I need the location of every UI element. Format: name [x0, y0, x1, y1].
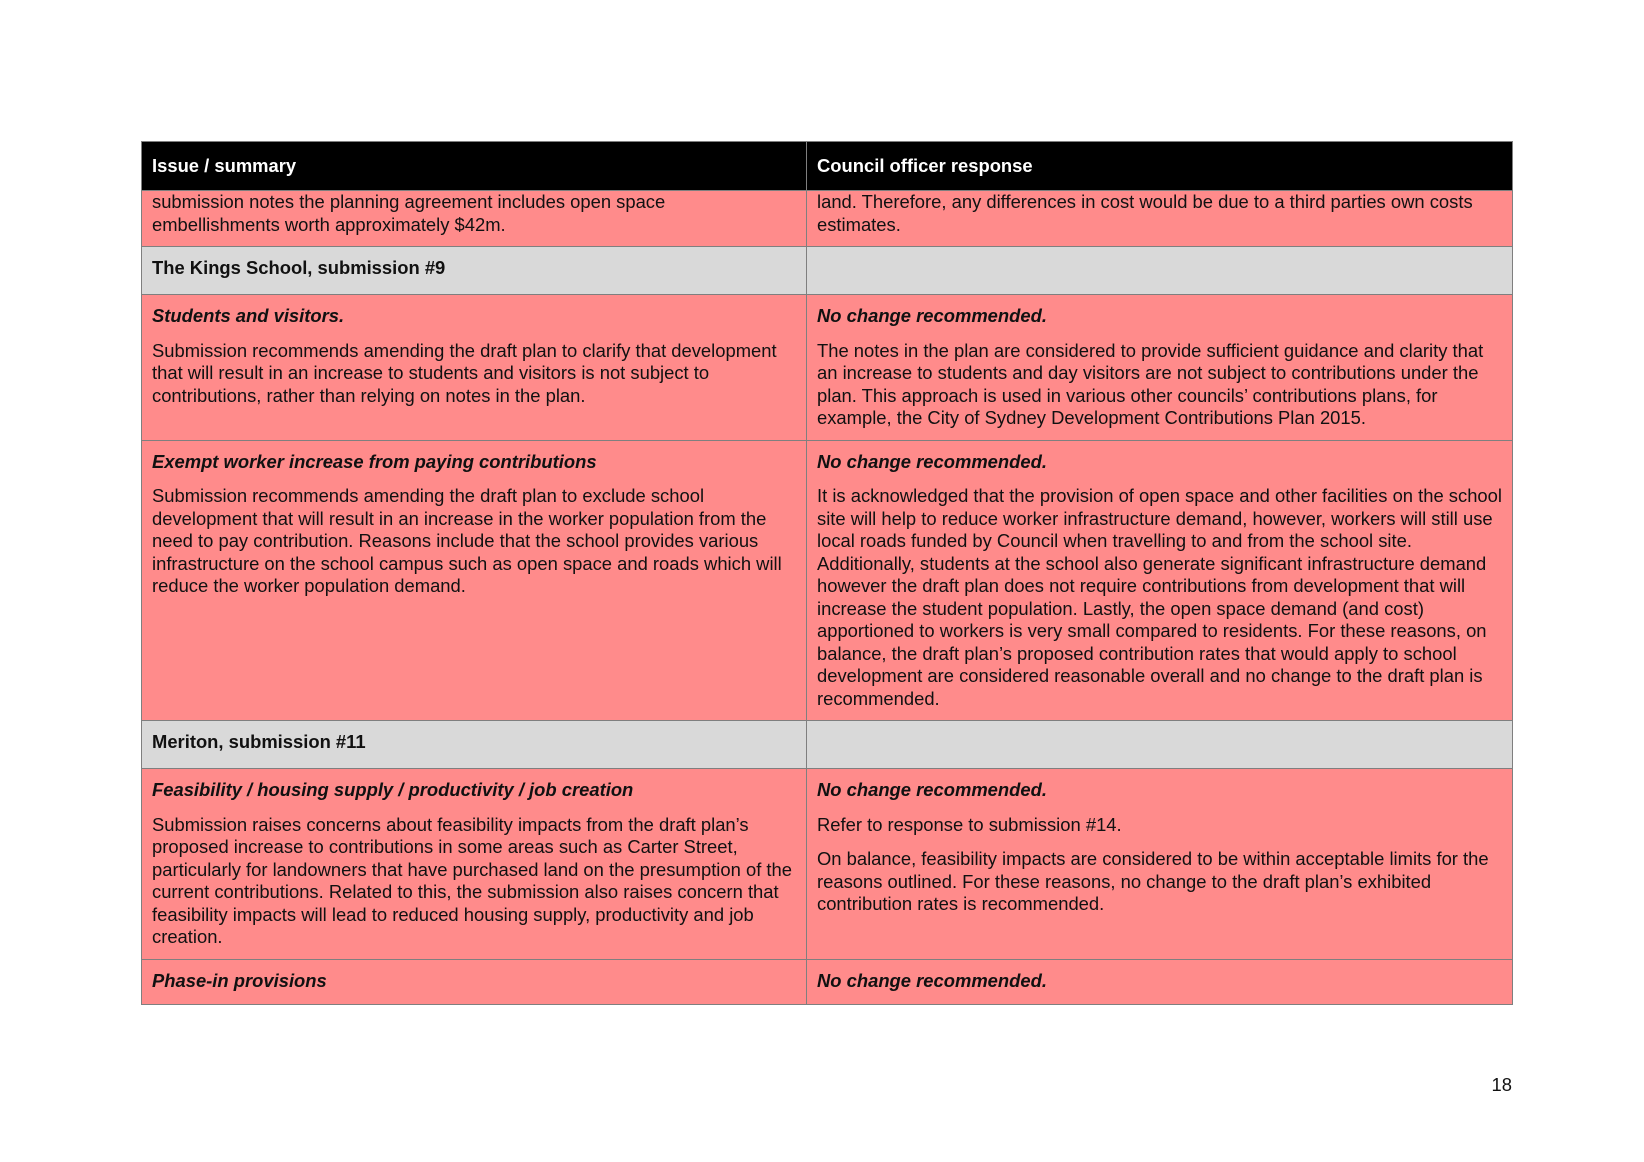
response-cell — [807, 440, 1513, 721]
issue-text: Submission recommends amending the draft plan to clarify that development that will result in an increase to students and visitors is not subject to contributions, rather than relying on notes in the plan. — [152, 339, 777, 406]
section-title: Meriton, submission #11 — [142, 721, 807, 769]
section-title: The Kings School, submission #9 — [142, 247, 807, 295]
response-heading: No change recommended. — [817, 305, 1047, 326]
response-cell — [807, 959, 1513, 1005]
table-row — [142, 191, 1513, 247]
table-row — [142, 769, 1513, 960]
response-heading: No change recommended. — [817, 779, 1047, 800]
issue-heading: Exempt worker increase from paying contributions — [152, 450, 597, 472]
response-text: Refer to response to submission #14. — [817, 813, 1122, 835]
issue-cell — [142, 769, 807, 960]
response-cell — [807, 769, 1513, 960]
table-row — [142, 295, 1513, 441]
issue-text: submission notes the planning agreement includes open space embellishments worth approximately $42m. — [152, 191, 666, 235]
issue-cell — [142, 295, 807, 441]
issue-cell — [142, 191, 807, 247]
section-empty-cell — [807, 247, 1513, 295]
issue-text: Submission raises concerns about feasibility impacts from the draft plan’s proposed increase to contributions in some areas such as Carter Street, particularly for landowners that have purchased land on the presumption of the current contributions. Related to this, the submission also raises concern that feasibility impacts will lead to reduced housing supply, productivity and job creation. — [152, 813, 792, 947]
issue-heading: Phase-in provisions — [152, 969, 327, 991]
table-row — [142, 959, 1513, 1005]
table-header-row — [142, 142, 1513, 191]
issue-cell — [142, 959, 807, 1005]
section-row — [142, 247, 1513, 295]
section-empty-cell — [807, 721, 1513, 769]
section-row — [142, 721, 1513, 769]
response-text: The notes in the plan are considered to provide sufficient guidance and clarity that an increase to students and day visitors are not subject to contributions under the plan. This approach is used in various other councils’ contributions plans, for example, the City of Sydney Development Contributions Plan 2015. — [817, 339, 1484, 428]
response-cell — [807, 295, 1513, 441]
issue-heading: Students and visitors. — [152, 305, 345, 326]
response-cell — [807, 191, 1513, 247]
table-row — [142, 440, 1513, 721]
column-header-issue: Issue / summary — [142, 142, 807, 191]
response-text: land. Therefore, any differences in cost would be due to a third parties own costs estimates. — [817, 191, 1473, 235]
response-text-2: On balance, feasibility impacts are considered to be within acceptable limits for the reasons outlined. For these reasons, no change to the draft plan’s exhibited contribution rates is recommended. — [817, 848, 1489, 914]
response-heading: No change recommended. — [817, 969, 1047, 991]
page-number: 18 — [1491, 1074, 1512, 1095]
submissions-table — [141, 141, 1513, 1005]
issue-cell — [142, 440, 807, 721]
column-header-response: Council officer response — [807, 142, 1513, 191]
response-heading: No change recommended. — [817, 450, 1047, 472]
issue-text: Submission recommends amending the draft plan to exclude school development that will result in an increase in the worker population from the need to pay contribution. Reasons include that the school provides various infrastructure on the school campus such as open space and roads which will reduce the worker population demand. — [152, 485, 782, 596]
issue-heading: Feasibility / housing supply / productivity / job creation — [152, 779, 634, 800]
response-text: It is acknowledged that the provision of open space and other facilities on the school site will help to reduce worker infrastructure demand, however, workers will still use local roads funded by Council when travelling to and from the school site. Additionally, students at the school also generate significant infrastructure demand however the draft plan does not require contributions from development that will increase the student population. Lastly, the open space demand (and cost) apportioned to workers is very small compared to residents. For these reasons, on balance, the draft plan’s proposed contribution rates that would apply to school development are considered reasonable overall and no change to the draft plan is recommended. — [817, 485, 1502, 709]
